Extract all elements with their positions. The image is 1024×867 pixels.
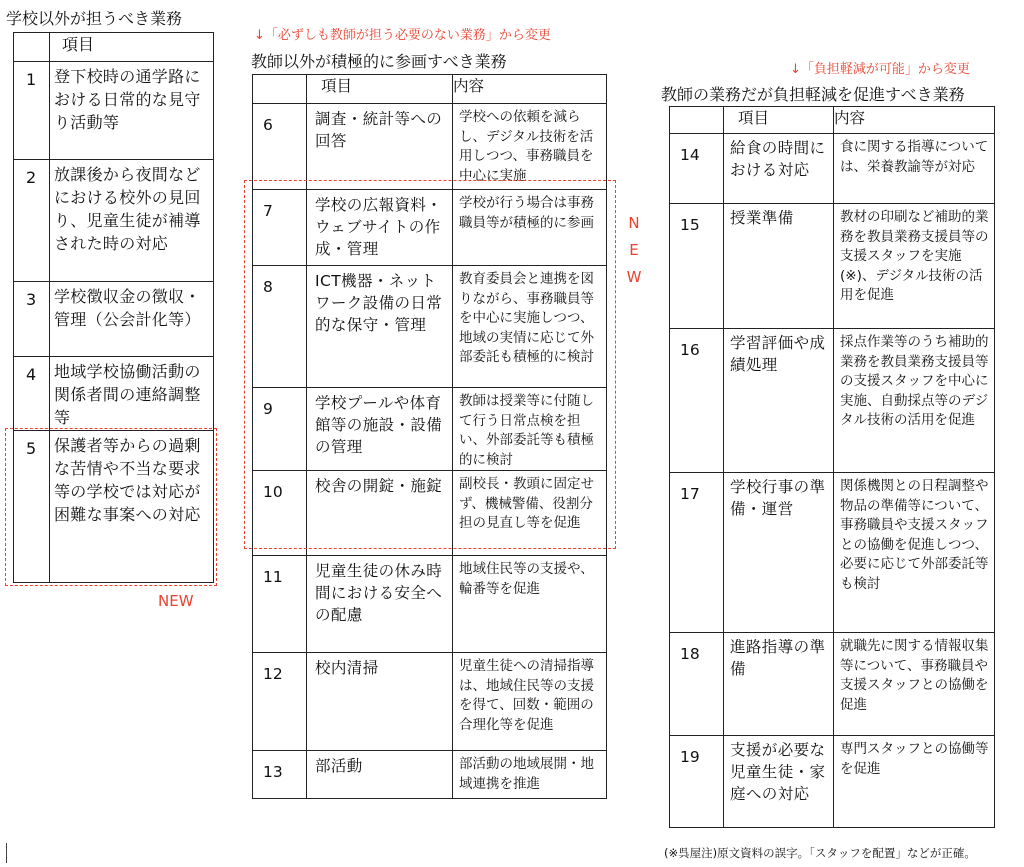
row-item: 放課後から夜間などにおける校外の見回り、児童生徒が補導された時の対応 <box>50 160 214 282</box>
row-item: 校内清掃 <box>307 653 453 751</box>
row-number: 8 <box>253 266 307 388</box>
table-row <box>14 431 214 583</box>
row-content: 副校長・教頭に固定せず、機械警備、役割分担の見直し等を促進 <box>453 471 607 556</box>
section3-table <box>669 106 995 828</box>
row-item: 学校プールや体育館等の施設・設備の管理 <box>307 388 453 471</box>
table-row <box>14 357 214 431</box>
row-number: 15 <box>670 204 724 329</box>
row-item: 登下校時の通学路における日常的な見守り活動等 <box>50 62 214 160</box>
row-item: 学校徴収金の徴収・管理（公会計化等） <box>50 282 214 357</box>
header-num <box>14 33 50 62</box>
row-item: 学習評価や成績処理 <box>724 329 834 473</box>
table-row <box>253 471 607 556</box>
section1-title: 学校以外が担うべき業務 <box>6 9 183 28</box>
row-item: 給食の時間における対応 <box>724 134 834 204</box>
table-row <box>253 653 607 751</box>
row-number: 18 <box>670 633 724 736</box>
table-row <box>253 388 607 471</box>
row-item: 授業準備 <box>724 204 834 329</box>
row-number: 5 <box>14 431 50 583</box>
row-number: 4 <box>14 357 50 431</box>
row-number: 9 <box>253 388 307 471</box>
row-number: 1 <box>14 62 50 160</box>
table-row <box>253 266 607 388</box>
row-number: 3 <box>14 282 50 357</box>
table-row <box>253 751 607 799</box>
row-item: 進路指導の準備 <box>724 633 834 736</box>
row-item: 校舎の開錠・施錠 <box>307 471 453 556</box>
row-item: 学校行事の準備・運営 <box>724 473 834 633</box>
row-item: 調査・統計等への回答 <box>307 104 453 190</box>
table-row <box>14 62 214 160</box>
row-content: 地域住民等の支援や、輪番等を促進 <box>453 556 607 653</box>
row-content: 学校が行う場合は事務職員等が積極的に参画 <box>453 190 607 266</box>
row-number: 13 <box>253 751 307 799</box>
header-content: 内容 <box>453 75 607 104</box>
table-row <box>670 134 995 204</box>
row-content: 専門スタッフとの協働等を促進 <box>834 736 995 828</box>
table-row <box>253 104 607 190</box>
row-content: 教材の印刷など補助的業務を教員業務支援員等の支援スタッフを実施(※)、デジタル技術の活用を促進 <box>834 204 995 329</box>
table-header-row <box>670 107 995 134</box>
row-number: 7 <box>253 190 307 266</box>
header-num <box>670 107 724 134</box>
table-row <box>670 633 995 736</box>
table-row <box>14 160 214 282</box>
row-number: 11 <box>253 556 307 653</box>
table-row <box>670 204 995 329</box>
header-item: 項目 <box>307 75 453 104</box>
section2-change-note: ↓「必ずしも教師が担う必要のない業務」から変更 <box>254 28 551 43</box>
row-content: 学校への依頼を減らし、デジタル技術を活用しつつ、事務職員を中心に実施 <box>453 104 607 190</box>
table-row <box>14 282 214 357</box>
row-content: 採点作業等のうち補助的業務を教員業務支援員等の支援スタッフを中心に実施、自動採点等のデジタル技術の活用を促進 <box>834 329 995 473</box>
table-row <box>253 556 607 653</box>
row-content: 部活動の地域展開・地域連携を推進 <box>453 751 607 799</box>
row-item: 保護者等からの過剰な苦情や不当な要求等の学校では対応が困難な事案への対応 <box>50 431 214 583</box>
row-item: 児童生徒の休み時間における安全への配慮 <box>307 556 453 653</box>
row-content: 食に関する指導については、栄養教諭等が対応 <box>834 134 995 204</box>
table-row <box>670 473 995 633</box>
table-header-row <box>14 33 214 62</box>
section1-table <box>13 32 214 583</box>
section2-table <box>252 74 607 799</box>
row-number: 19 <box>670 736 724 828</box>
row-content: 児童生徒への清掃指導は、地域住民等の支援を得て、回数・範囲の合理化等を促進 <box>453 653 607 751</box>
header-item: 項目 <box>724 107 834 134</box>
row-content: 関係機関との日程調整や物品の準備等について、事務職員や支援スタッフとの協働を促進しつつ、必要に応じて外部委託等も検討 <box>834 473 995 633</box>
section2-title: 教師以外が積極的に参画すべき業務 <box>251 52 507 71</box>
header-item: 項目 <box>50 33 214 62</box>
row-number: 10 <box>253 471 307 556</box>
row-item: 支援が必要な児童生徒・家庭への対応 <box>724 736 834 828</box>
row-item: 部活動 <box>307 751 453 799</box>
row-number: 2 <box>14 160 50 282</box>
row-number: 16 <box>670 329 724 473</box>
row-content: 就職先に関する情報収集等について、事務職員や支援スタッフとの協働を促進 <box>834 633 995 736</box>
edge-mark <box>6 843 7 863</box>
row-content: 教育委員会と連携を図りながら、事務職員等を中心に実施しつつ、地域の実情に応じて外部委託も積極的に検討 <box>453 266 607 388</box>
new-label: NEW <box>158 592 194 610</box>
table-row <box>670 736 995 828</box>
row-content: 教師は授業等に付随して行う日常点検を担い、外部委託等も積極的に検討 <box>453 388 607 471</box>
table-row <box>670 329 995 473</box>
header-content: 内容 <box>834 107 995 134</box>
row-number: 12 <box>253 653 307 751</box>
row-item: 地域学校協働活動の関係者間の連絡調整等 <box>50 357 214 431</box>
table-row <box>253 190 607 266</box>
row-item: 学校の広報資料・ウェブサイトの作成・管理 <box>307 190 453 266</box>
section3-title: 教師の業務だが負担軽減を促進すべき業務 <box>661 85 965 104</box>
table-header-row <box>253 75 607 104</box>
row-item: ICT機器・ネットワーク設備の日常的な保守・管理 <box>307 266 453 388</box>
row-number: 17 <box>670 473 724 633</box>
section3-change-note: ↓「負担軽減が可能」から変更 <box>790 62 970 77</box>
header-num <box>253 75 307 104</box>
row-number: 6 <box>253 104 307 190</box>
row-number: 14 <box>670 134 724 204</box>
new-vertical-label: NEW <box>626 214 642 286</box>
footnote: (※呉屋注)原文資料の誤字。「スタッフを配置」などが正確。 <box>664 846 976 860</box>
